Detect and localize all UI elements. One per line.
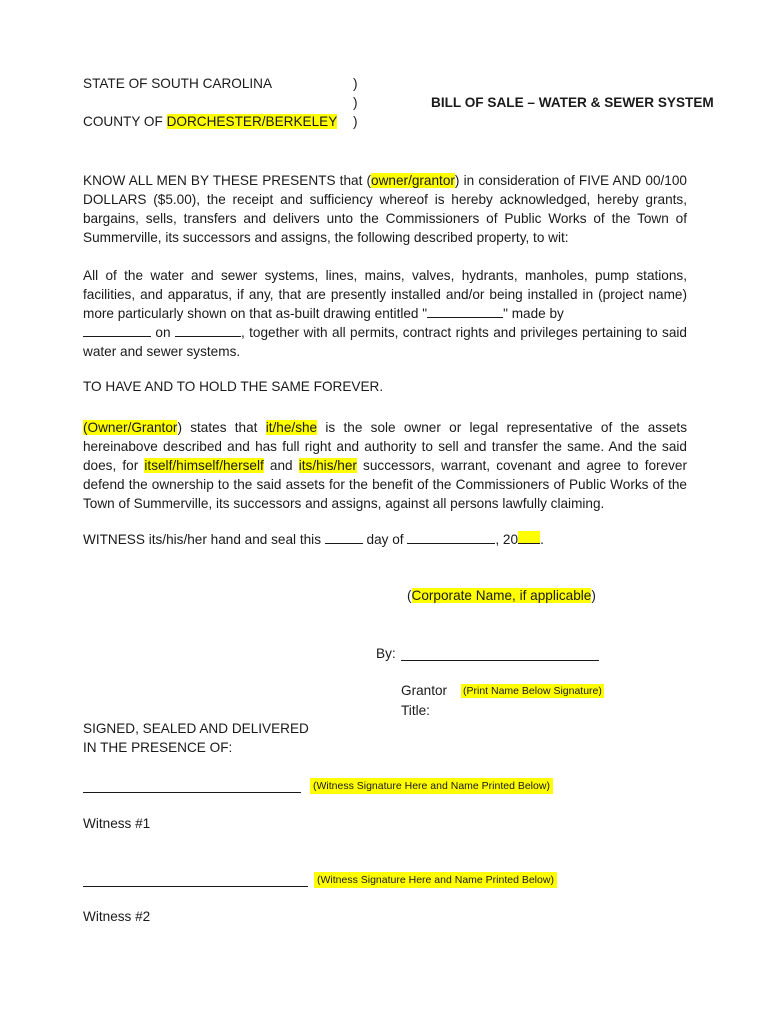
grantor-label: Grantor [401,683,448,698]
year-blank[interactable] [518,531,540,544]
paren-1: ) [353,76,358,91]
state-label: STATE OF SOUTH CAROLINA [83,76,273,91]
corporate-name-highlight: Corporate Name, if applicable [411,588,592,603]
witness1-note: (Witness Signature Here and Name Printed Below) [310,778,553,794]
witness-text-b: day of [362,532,408,547]
conveyance-paragraph [83,171,687,247]
witness2-note: (Witness Signature Here and Name Printed Below) [314,872,557,888]
paren-2: ) [353,95,358,110]
witness-date-line [83,531,544,547]
witness-text-a: WITNESS its/his/her hand and seal this [83,532,325,547]
by-label: By: [376,646,396,661]
owner-grantor-highlight: owner/grantor [371,173,455,188]
property-paragraph [83,266,687,361]
corporate-name [407,588,596,603]
para1-text-b: ) in consideration of FIVE AND 00/100 DOLLARS ($5.00), the receipt and sufficiency whereof is hereby acknowledged, hereby grants, bargains, sells, transfers and delivers unto the Commissioners of Public Works of the Town of Summerville, its successors and assigns, the following described property, to wit: [83,173,687,245]
print-name-note: (Print Name Below Signature) [463,685,602,697]
habendum-clause: TO HAVE AND TO HOLD THE SAME FOREVER. [83,379,384,394]
county-prefix: COUNTY OF [83,114,167,129]
para2-text-b: " made by [503,306,564,321]
para2-text-d: , together with all permits, contract rights and privileges pertaining to said water and sewer systems. [83,325,687,359]
witness2-signature-line[interactable] [83,886,308,887]
county-line [83,114,337,129]
month-blank[interactable] [407,531,495,544]
witness2-label: Witness #2 [83,909,151,924]
county-name: DORCHESTER/BERKELEY [166,114,338,129]
para2-text-a: All of the water and sewer systems, lines, mains, valves, hydrants, manholes, pump stations, facilities, and apparatus, if any, that are presently installed and/or being installed in (project name) more particularly shown on that as-built drawing entitled " [83,268,687,321]
document-title: BILL OF SALE – WATER & SEWER SYSTEM [431,95,714,110]
para1-text-a: KNOW ALL MEN BY THESE PRESENTS that ( [83,173,372,188]
paren-close: ) [591,588,596,603]
pronoun-highlight: it/he/she [265,420,318,435]
signed-sealed-label: SIGNED, SEALED AND DELIVERED [83,721,309,736]
reflexive-pronoun-highlight: itself/himself/herself [144,458,264,473]
para4-text-c: and [263,458,299,473]
paren-3: ) [353,114,358,129]
drawing-title-blank[interactable] [427,305,503,318]
made-by-blank[interactable] [83,324,151,337]
paren-open: ( [407,588,412,603]
possessive-pronoun-highlight: its/his/her [298,458,357,473]
presence-label: IN THE PRESENCE OF: [83,740,233,755]
para4-text-d: successors, warrant, covenant and agree to forever defend the ownership to the said assets for the benefit of the Commissioners of Public Works of the Town of Summerville, its successors and assigns, against all persons lawfully claiming. [83,458,688,511]
title-label: Title: [401,703,430,718]
witness1-label: Witness #1 [83,816,151,831]
para4-text-b: is the sole owner or legal representative of the assets hereinabove described and has full right and authority to sell and transfer the same. And the said does, for [83,420,687,473]
witness-text-d: . [540,532,544,547]
day-blank[interactable] [325,531,363,544]
witness1-signature-line[interactable] [83,792,301,793]
warranty-paragraph [83,418,687,513]
owner-grantor-highlight: (Owner/Grantor [83,420,178,435]
witness-text-c: , 20 [495,532,519,547]
grantor-signature-line[interactable] [401,660,599,661]
date-blank[interactable] [175,324,241,337]
para2-text-c: on [151,325,175,340]
para4-text-a: ) states that [177,420,266,435]
